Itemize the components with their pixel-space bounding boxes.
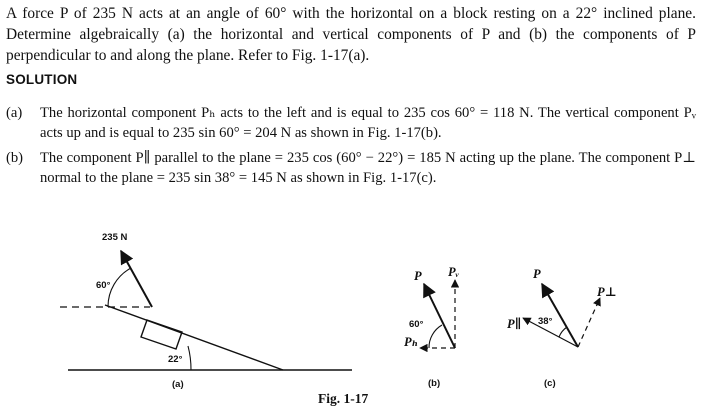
solution-part-b [6,149,696,188]
incline-line [105,305,283,370]
angle-label-38: 38° [538,316,553,327]
solution-heading: SOLUTION [6,72,78,87]
p-label-c: P [533,267,541,281]
p-arrow [424,284,455,348]
subfigure-a-label: (a) [172,379,184,390]
p-label-b: P [414,269,422,283]
part-b-label: (b) [6,150,24,166]
subfigure-b-label: (b) [428,378,441,389]
solution-part-a [6,104,696,143]
angle-arc-60-b [429,325,442,348]
problem-text: A force P of 235 N acts at an angle of 60° with the horizontal on a block resting on a 22° inclined plane. Determine algebraically (a) the horizontal and vertical components of P and (b) the components of P perpendicular to and along the plane. Refer to Fig. 1-17(a). [6,5,696,64]
figure-1-17 [0,215,702,413]
subfigure-b [404,265,460,389]
figure-svg [0,215,702,413]
pv-label: Pᵥ [448,265,459,279]
angle-label-60: 60° [96,280,111,291]
pperp-arrow [578,298,600,347]
angle-label-22: 22° [168,354,183,365]
part-b-text: The component P∥ parallel to the plane = 235 cos (60° − 22°) = 185 N acting up the plane. The component P⊥ normal to the plane = 235 sin 38° = 145 N as shown in Fig. 1-17(c). [40,150,696,186]
force-arrow-235n [121,251,152,307]
subfigure-c [507,267,617,389]
angle-label-60-b: 60° [409,319,424,330]
part-a-label: (a) [6,105,23,121]
angle-arc-22 [188,346,191,370]
pperp-label: P⊥ [597,285,617,299]
ph-label: Pₕ [404,335,419,349]
force-label-235n: 235 N [102,232,128,243]
block [141,320,182,349]
part-a-text: The horizontal component Pₕ acts to the left and is equal to 235 cos 60° = 118 N. The vertical component Pᵥ acts up and is equal to 235 sin 60° = 204 N as shown in Fig. 1-17(b). [40,105,696,141]
subfigure-a [60,232,352,390]
subfigure-c-label: (c) [544,378,556,389]
figure-caption: Fig. 1-17 [318,391,369,406]
angle-arc-38 [559,327,567,337]
angle-arc-60 [108,268,131,307]
problem-statement [6,3,696,66]
ppar-label: P∥ [507,317,522,331]
